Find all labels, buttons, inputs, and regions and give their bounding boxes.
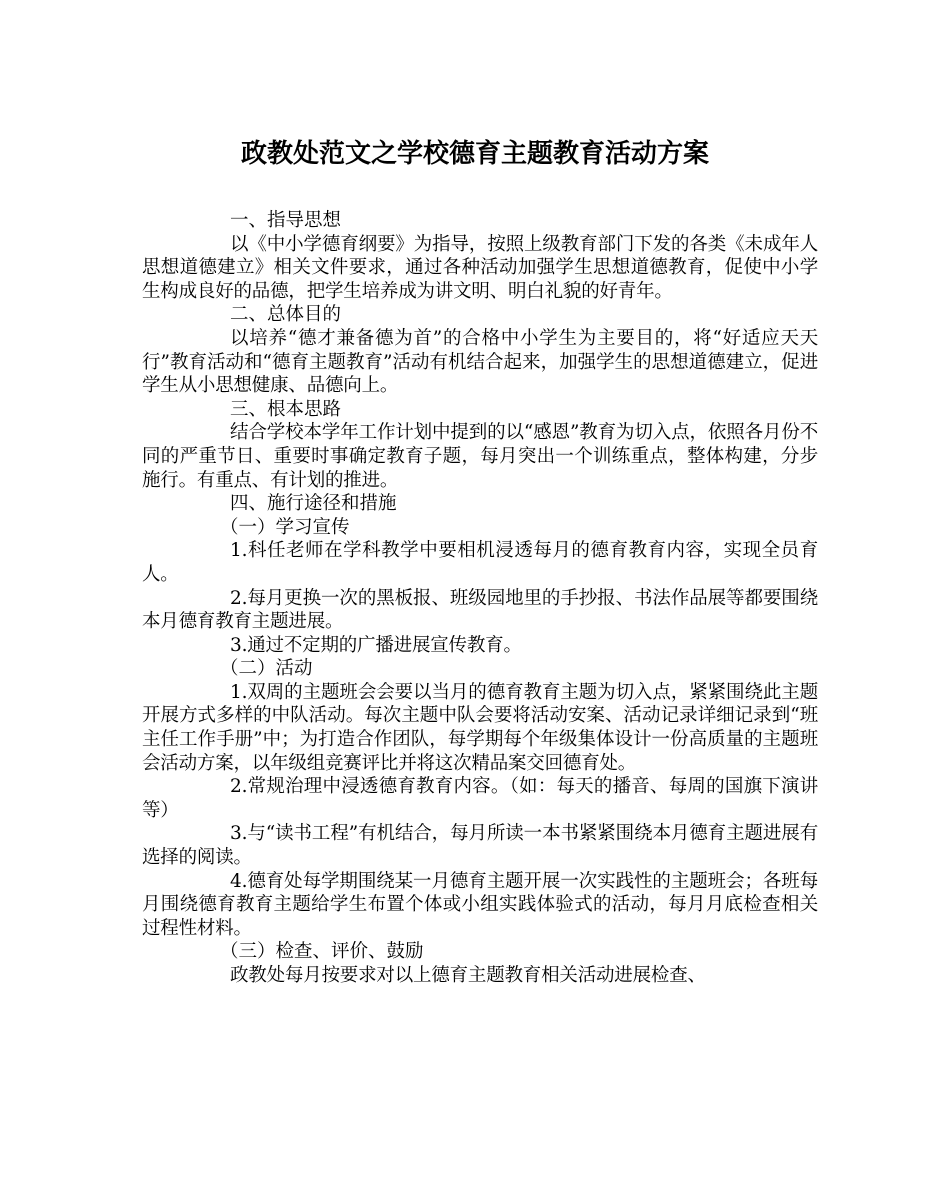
- paragraph: 以培养“德才兼备德为首”的合格中小学生为主要目的，将“好适应天天行”教育活动和“德育主题教育”活动有机结合起来，加强学生的思想道德建立，促进学生从小思想健康、品德向上。: [142, 327, 818, 397]
- paragraph: 1.双周的主题班会会要以当月的德育教育主题为切入点，紧紧围绕此主题开展方式多样的中队活动。每次主题中队会要将活动安案、活动记录详细记录到“班主任工作手册”中；为打造合作团队，每学期每个年级集体设计一份高质量的主题班会活动方案，以年级组竞赛评比并将这次精品案交回德育处。: [142, 681, 818, 774]
- section-heading: 四、施行途径和措施: [230, 493, 397, 515]
- paragraph: 以《中小学德育纲要》为指导，按照上级教育部门下发的各类《未成年人思想道德建立》相关文件要求，通过各种活动加强学生思想道德教育，促使中小学生构成良好的品德，把学生培养成为讲文明、明白礼貌的好青年。: [142, 233, 818, 302]
- section-heading: 一、指导思想: [230, 210, 342, 231]
- paragraph: 政教处每月按要求对以上德育主题教育相关活动进展检查、: [230, 965, 706, 986]
- document-title: 政教处范文之学校德育主题教育活动方案: [240, 139, 709, 169]
- paragraph: 2.常规治理中浸透德育教育内容。（如：每天的播音、每周的国旗下演讲等）: [142, 776, 818, 821]
- subsection-heading: （二）活动: [220, 658, 313, 680]
- paragraph: 结合学校本学年工作计划中提到的以“感恩”教育为切入点，依照各月份不同的严重节日、重要时事确定教育子题，每月突出一个训练重点，整体构建，分步施行。有重点、有计划的推进。: [142, 422, 818, 491]
- paragraph: 4.德育处每学期围绕某一月德育主题开展一次实践性的主题班会；各班每月围绕德育教育主题给学生布置个体或小组实践体验式的活动，每月月底检查相关过程性材料。: [142, 870, 818, 939]
- document-body: [142, 209, 818, 988]
- section-heading: 三、根本思路: [230, 398, 342, 420]
- section-heading: 二、总体目的: [230, 304, 342, 326]
- subsection-heading: （三）检查、评价、鼓励: [220, 941, 424, 963]
- paragraph: 2.每月更换一次的黑板报、班级园地里的手抄报、书法作品展等都要围绕本月德育教育主题进展。: [142, 587, 818, 633]
- paragraph: 3.通过不定期的广播进展宣传教育。: [230, 634, 522, 656]
- subsection-heading: （一）学习宣传: [220, 516, 350, 538]
- paragraph: 3.与“读书工程”有机结合，每月所读一本书紧紧围绕本月德育主题进展有选择的阅读。: [142, 823, 818, 869]
- paragraph: 1.科任老师在学科教学中要相机浸透每月的德育教育内容，实现全员育人。: [142, 540, 818, 585]
